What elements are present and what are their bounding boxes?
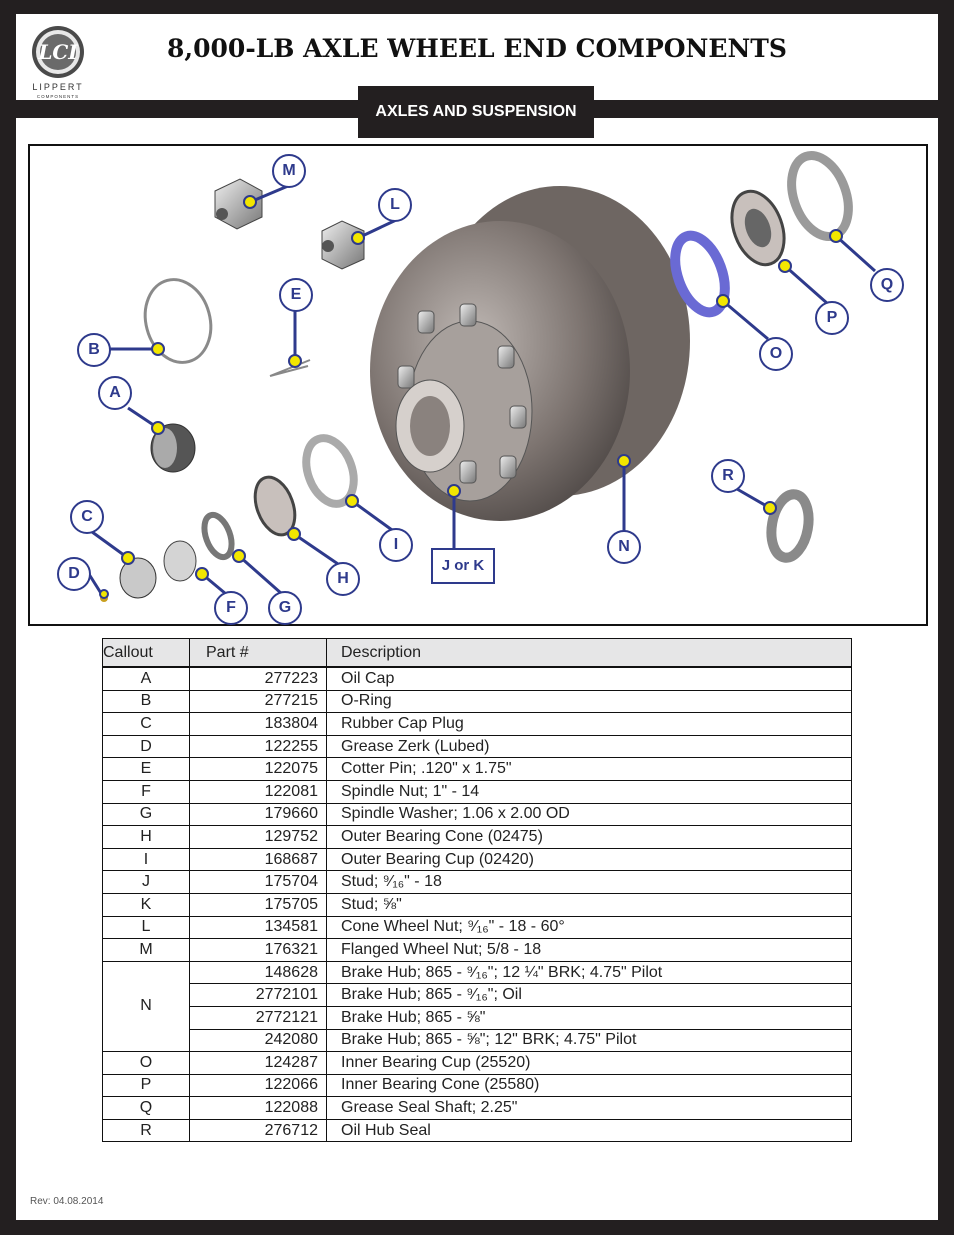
table-row [103, 1052, 852, 1075]
parts-table [102, 638, 852, 1142]
cell-part: 124287 [190, 1052, 327, 1075]
cell-part: 168687 [190, 848, 327, 871]
table-row [103, 961, 852, 984]
callout-o: O [759, 337, 793, 371]
table-row [103, 713, 852, 736]
cell-callout: P [103, 1074, 190, 1097]
cell-part: 242080 [190, 1029, 327, 1052]
exploded-diagram [28, 144, 928, 626]
table-row [103, 939, 852, 962]
cell-part: 175705 [190, 893, 327, 916]
cell-part: 276712 [190, 1119, 327, 1142]
revision-date: Rev: 04.08.2014 [30, 1196, 104, 1207]
svg-text:LCI: LCI [38, 40, 78, 64]
cell-part: 148628 [190, 961, 327, 984]
table-header-row [103, 639, 852, 668]
cell-part: 179660 [190, 803, 327, 826]
cell-callout: F [103, 780, 190, 803]
cell-callout: L [103, 916, 190, 939]
cell-callout: I [103, 848, 190, 871]
callout-p: P [815, 301, 849, 335]
cell-desc: Grease Zerk (Lubed) [327, 735, 852, 758]
cell-desc: Oil Cap [327, 667, 852, 690]
callout-q: Q [870, 268, 904, 302]
cell-callout: Q [103, 1097, 190, 1120]
cell-desc: Spindle Washer; 1.06 x 2.00 OD [327, 803, 852, 826]
callout-c: C [70, 500, 104, 534]
callout-j-or-k: J or K [431, 548, 495, 584]
cell-callout: N [103, 961, 190, 1051]
cell-desc: Stud; ⁹⁄₁₆" - 18 [327, 871, 852, 894]
callout-f: F [214, 591, 248, 625]
cell-desc: Flanged Wheel Nut; 5/8 - 18 [327, 939, 852, 962]
cell-part: 2772121 [190, 1006, 327, 1029]
cell-desc: Grease Seal Shaft; 2.25" [327, 1097, 852, 1120]
cell-desc: Stud; ⅝" [327, 893, 852, 916]
cell-desc: Cotter Pin; .120" x 1.75" [327, 758, 852, 781]
table-row [103, 871, 852, 894]
cell-desc: Inner Bearing Cup (25520) [327, 1052, 852, 1075]
callout-a: A [98, 376, 132, 410]
cell-desc: Rubber Cap Plug [327, 713, 852, 736]
table-row [103, 1006, 852, 1029]
table-row [103, 893, 852, 916]
header-description: Description [327, 639, 852, 668]
cell-part: 122075 [190, 758, 327, 781]
cell-desc: Brake Hub; 865 - ⅝"; 12" BRK; 4.75" Pilot [327, 1029, 852, 1052]
header-callout: Callout [103, 639, 190, 668]
cell-callout: E [103, 758, 190, 781]
logo-sub: COMPONENTS [36, 94, 80, 99]
table-row [103, 848, 852, 871]
callout-n: N [607, 530, 641, 564]
table-row [103, 1029, 852, 1052]
cell-callout: B [103, 690, 190, 713]
cell-callout: D [103, 735, 190, 758]
cell-part: 176321 [190, 939, 327, 962]
cell-part: 175704 [190, 871, 327, 894]
cell-desc: Outer Bearing Cone (02475) [327, 826, 852, 849]
logo-text: LIPPERT [32, 82, 84, 92]
cell-desc: O-Ring [327, 690, 852, 713]
cell-desc: Spindle Nut; 1" - 14 [327, 780, 852, 803]
cell-callout: C [103, 713, 190, 736]
cell-part: 134581 [190, 916, 327, 939]
callout-g: G [268, 591, 302, 625]
cell-callout: G [103, 803, 190, 826]
table-row [103, 758, 852, 781]
cell-part: 122081 [190, 780, 327, 803]
cell-callout: K [103, 893, 190, 916]
table-row [103, 735, 852, 758]
callout-r: R [711, 459, 745, 493]
cell-desc: Oil Hub Seal [327, 1119, 852, 1142]
table-row [103, 1097, 852, 1120]
table-row [103, 667, 852, 690]
section-tab: AXLES AND SUSPENSION [358, 86, 594, 138]
table-row [103, 780, 852, 803]
cell-part: 122088 [190, 1097, 327, 1120]
cell-callout: J [103, 871, 190, 894]
cell-desc: Brake Hub; 865 - ⅝" [327, 1006, 852, 1029]
cell-callout: O [103, 1052, 190, 1075]
cell-desc: Cone Wheel Nut; ⁹⁄₁₆" - 18 - 60° [327, 916, 852, 939]
cell-callout: H [103, 826, 190, 849]
callout-e: E [279, 278, 313, 312]
cell-part: 2772101 [190, 984, 327, 1007]
cell-desc: Inner Bearing Cone (25580) [327, 1074, 852, 1097]
callout-l: L [378, 188, 412, 222]
cell-desc: Outer Bearing Cup (02420) [327, 848, 852, 871]
table-row [103, 916, 852, 939]
table-row [103, 1119, 852, 1142]
cell-callout: R [103, 1119, 190, 1142]
table-row [103, 1074, 852, 1097]
cell-part: 129752 [190, 826, 327, 849]
callout-h: H [326, 562, 360, 596]
cell-desc: Brake Hub; 865 - ⁹⁄₁₆"; Oil [327, 984, 852, 1007]
cell-part: 122066 [190, 1074, 327, 1097]
header-part-number: Part # [190, 639, 327, 668]
table-row [103, 690, 852, 713]
callout-i: I [379, 528, 413, 562]
table-row [103, 803, 852, 826]
cell-part: 277223 [190, 667, 327, 690]
cell-part: 183804 [190, 713, 327, 736]
callout-b: B [77, 333, 111, 367]
callout-d: D [57, 557, 91, 591]
page-title: 8,000-LB AXLE WHEEL END COMPONENTS [167, 34, 787, 63]
callout-m: M [272, 154, 306, 188]
cell-callout: A [103, 667, 190, 690]
table-row [103, 826, 852, 849]
cell-part: 122255 [190, 735, 327, 758]
cell-desc: Brake Hub; 865 - ⁹⁄₁₆"; 12 ¼" BRK; 4.75" Pilot [327, 961, 852, 984]
cell-part: 277215 [190, 690, 327, 713]
table-row [103, 984, 852, 1007]
cell-callout: M [103, 939, 190, 962]
